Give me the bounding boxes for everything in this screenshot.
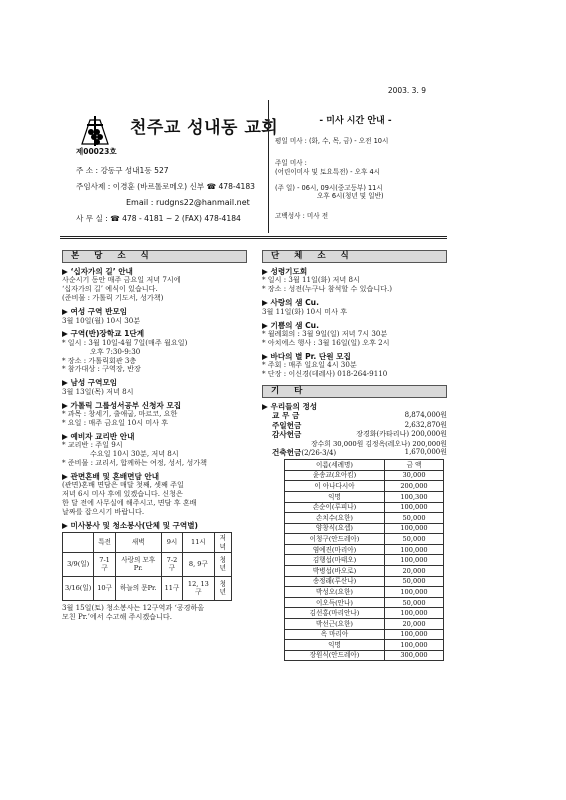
donor-amount: 100,000	[385, 640, 444, 651]
donor-amount: 100,300	[385, 491, 444, 502]
news-item-line: ‘십자가의 길’ 예식이 있습니다.	[62, 284, 158, 294]
service-cell: 10구	[94, 576, 115, 600]
news-item-line: * 과목 : 창세기, 출애굽, 마르코, 요한	[62, 409, 178, 419]
donor-row	[285, 566, 444, 577]
news-item-line: 3월 11일(화) 10시 미사 후	[262, 306, 348, 316]
donor-row	[285, 619, 444, 630]
donor-amount: 30,000	[385, 470, 444, 481]
news-item	[62, 378, 247, 396]
service-cell: 사랑의 모후Pr.	[115, 552, 161, 576]
priest-line: 주임사제 : 이경훈 (바르톨로메오) 신부 ☎ 478-4183	[76, 182, 256, 191]
news-item-line: * 참가대상 : 구역장, 반장	[62, 364, 141, 374]
news-item-line: 수요일 10시 30분, 저녁 8시	[90, 449, 179, 459]
donor-name: 박병섭(바오로)	[285, 566, 385, 577]
donor-row	[285, 597, 444, 608]
mass-title: - 미사 시간 안내 -	[319, 116, 392, 126]
donor-row	[285, 608, 444, 619]
news-item-heading: ▶ 남성 구역모임	[62, 378, 118, 388]
email-line: Email : rudgns22@hanmail.net	[126, 198, 250, 207]
news-item-heading: ▶ 성령기도회	[262, 267, 308, 276]
donor-row	[285, 576, 444, 587]
donor-row	[285, 534, 444, 545]
donor-amount: 200,000	[385, 481, 444, 492]
contact-info	[76, 166, 276, 230]
service-cell: 청년	[214, 552, 231, 576]
mass-sunday-1: (주 일) - 06시, 09시(중고등부) 11시	[275, 183, 383, 192]
mass-saturday: (어린이미사 및 토요특전) - 오후 4시	[275, 167, 381, 176]
news-item-line: * 준비물 : 교리서, 합께하는 여정, 성서, 성가책	[62, 458, 207, 468]
finance-heading: ▶ 우리들의 정성	[262, 401, 318, 411]
donor-name: 익명	[285, 491, 385, 502]
donor-name: 염예진(마리아)	[285, 544, 385, 555]
service-cell: 12, 13구	[183, 576, 214, 600]
money-value: 2,632,870원	[404, 420, 447, 429]
news-item-line: * 일시 : 3월 10일-4월 7일(매주 월요일)	[62, 337, 188, 347]
news-item-heading: ▶ 가톨릭 그룹성서공부 신청자 모집	[62, 400, 182, 410]
donor-name-header: 이름(세례명)	[285, 460, 385, 471]
donor-name: 익명	[285, 640, 385, 651]
donor-row	[285, 502, 444, 513]
donor-name: 양창식(요셉)	[285, 523, 385, 534]
money-label: 감사헌금	[272, 430, 302, 440]
news-item-line: 날짜를 잡으시기 바랍니다.	[62, 507, 145, 516]
news-item-heading: ▶ 기쁨의 샘 Cu.	[262, 320, 319, 330]
news-item-line: * 요일 : 매주 금요일 10시 미사 후	[62, 418, 169, 428]
donor-row	[285, 523, 444, 534]
money-row	[272, 430, 447, 439]
news-item-line: (관면)혼배 면담은 매달 첫째, 셋째 주일	[62, 480, 184, 490]
cleaning-note-line: 3월 15일(토) 청소봉사는 12구역과 ‘공경하올	[62, 602, 205, 612]
donor-table-body	[285, 470, 444, 661]
news-item	[262, 298, 447, 316]
service-cell: 8, 9구	[183, 552, 214, 576]
building-label: 건축헌금	[272, 448, 302, 458]
donor-name: 손순이(루피나)	[285, 502, 385, 513]
news-item-heading: ▶ 미사봉사 및 청소봉사(단체 및 구역별)	[62, 520, 199, 530]
donor-amount: 100,000	[385, 587, 444, 598]
donor-amount: 50,000	[385, 534, 444, 545]
bulletin-date: 2003. 3. 9	[387, 86, 426, 95]
building-donor-table	[284, 459, 444, 661]
news-item-heading: ▶ ‘십자가의 길’ 안내	[62, 267, 133, 276]
donor-amount-header: 금 액	[385, 460, 444, 471]
donor-amount: 100,000	[385, 629, 444, 640]
news-item	[262, 352, 447, 379]
news-item-line: 저녁 6시 미사 후에 있겠습니다. 신청은	[62, 489, 183, 499]
mass-schedule	[268, 100, 436, 233]
donor-amount: 20,000	[385, 566, 444, 577]
news-item-line: 사순시기 동안 매주 금요일 저녁 7시에	[62, 275, 181, 285]
parish-logo	[78, 114, 112, 148]
donor-name: 이오득(안나)	[285, 597, 385, 608]
donor-name: 옥 마리아	[285, 629, 385, 640]
finance-summary	[262, 411, 447, 458]
service-table-body	[63, 552, 232, 600]
service-cell: 11구	[161, 576, 182, 600]
donor-name: 박성오(요한)	[285, 587, 385, 598]
cleaning-note	[62, 604, 247, 622]
service-header-cell: 9시	[161, 533, 182, 552]
service-header-cell: 저녁	[214, 533, 231, 552]
news-item-heading: ▶ 구역(반)장학교 1단계	[62, 329, 145, 339]
donor-amount: 50,000	[385, 513, 444, 524]
donor-name: 이청구(안드레아)	[285, 534, 385, 545]
service-table	[62, 532, 232, 600]
mass-weekday: 평일 미사 : (화, 수, 목, 금) - 오전 10시	[275, 137, 389, 146]
news-item	[62, 401, 247, 428]
issue-number: 제00023호	[76, 147, 117, 156]
money-value: 8,874,000원	[404, 411, 447, 420]
header-divider	[60, 236, 447, 239]
news-item-line: * 월례회의 : 3월 9일(일) 저녁 7시 30분	[262, 329, 388, 339]
donor-name: 이 아나다시아	[285, 481, 385, 492]
money-row	[272, 421, 447, 430]
money-label: 교 무 금	[272, 411, 300, 421]
donor-row	[285, 470, 444, 481]
news-item-heading: ▶ 여성 구역 반모임	[62, 307, 128, 317]
news-item-line: * 장소 : 성전(누구나 참석할 수 있습니다.)	[262, 284, 393, 294]
confession-time: 고백성사 : 미사 전	[275, 212, 329, 221]
mass-sunday-label: 주일 미사 :	[275, 159, 307, 168]
news-item	[262, 267, 447, 294]
service-row	[63, 552, 232, 576]
news-item	[62, 472, 247, 517]
money-row	[272, 411, 447, 420]
donor-table-header	[285, 460, 444, 471]
news-item-heading: ▶ 바다의 별 Pr. 단원 모집	[262, 351, 351, 361]
office-line: 사 무 실 : ☎ 478 - 4181 ~ 2 (FAX) 478-4184	[76, 214, 241, 223]
news-item-line: 3월 13일(목) 저녁 8시	[62, 386, 134, 396]
service-header-cell: 11시	[183, 533, 214, 552]
building-row	[272, 448, 447, 458]
donor-name: 장원식(안드레아)	[285, 650, 385, 661]
news-item	[62, 307, 247, 325]
service-header-cell: 새벽	[115, 533, 161, 552]
donor-amount: 300,000	[385, 650, 444, 661]
donor-row	[285, 629, 444, 640]
donor-amount: 100,000	[385, 555, 444, 566]
donor-row	[285, 544, 444, 555]
news-item	[62, 521, 247, 530]
group-news-list	[262, 267, 447, 379]
cleaning-note-line: 모친 Pr.’에서 수고해 주시겠습니다.	[62, 611, 172, 621]
parish-news-column	[62, 250, 247, 622]
parish-news-heading: 본 당 소 식	[62, 250, 247, 263]
news-item-line: * 아치에스 행사 : 3월 16일(일) 오후 2시	[262, 337, 390, 347]
news-item-line: * 장소 : 가톨릭회관 3층	[62, 355, 137, 365]
donor-row	[285, 587, 444, 598]
donor-amount: 50,000	[385, 597, 444, 608]
address-line: 주 소 : 강동구 성내1동 527	[76, 166, 169, 175]
news-item	[62, 267, 247, 303]
news-item-line: * 교리반 : 주일 9시	[62, 440, 123, 450]
thanks-line: 장수희 30,000원 김정옥(레오나) 200,000원	[311, 439, 447, 448]
service-cell: 청년	[214, 576, 231, 600]
donor-amount: 100,000	[385, 544, 444, 555]
news-item-line: * 주회 : 매주 일요일 4시 30분	[262, 360, 357, 370]
service-cell: 3/16(일)	[63, 576, 94, 600]
group-news-column	[262, 250, 447, 661]
mass-sunday-2: 오후 6시(청년 및 일반)	[317, 192, 384, 201]
donor-row	[285, 491, 444, 502]
news-item	[262, 321, 447, 348]
news-item-line: (준비물 : 가톨릭 기도서, 성가책)	[62, 293, 164, 303]
donor-name: 손치수(요한)	[285, 513, 385, 524]
donor-name: 김선홍(마리안나)	[285, 608, 385, 619]
service-header-cell	[63, 533, 94, 552]
donor-amount: 100,000	[385, 523, 444, 534]
news-item-heading: ▶ 관면혼배 및 혼배면담 안내	[62, 471, 160, 481]
donor-row	[285, 481, 444, 492]
news-item-heading: ▶ 사랑의 샘 Cu.	[262, 298, 319, 308]
building-period: (2/26-3/4)	[301, 449, 337, 458]
service-header-cell: 특전	[94, 533, 115, 552]
service-cell: 7-1구	[94, 552, 115, 576]
news-item-line: 3월 10일(월) 10시 30분	[62, 315, 141, 325]
service-row	[63, 576, 232, 600]
news-item-line: 오후 7:30-9:30	[90, 346, 141, 356]
page-title: 천주교 성내동 교회	[130, 118, 279, 138]
grape-cross-icon	[78, 114, 112, 148]
service-cell: 하늘의 문Pr.	[115, 576, 161, 600]
donor-row	[285, 650, 444, 661]
news-item-line: 한 달 전에 사무실에 해주시고, 면담 후 혼배	[62, 498, 197, 508]
service-cell: 7-2구	[161, 552, 182, 576]
news-item	[62, 329, 247, 374]
money-label: 주일헌금	[272, 420, 302, 430]
parish-news-list	[62, 267, 247, 530]
donor-row	[285, 513, 444, 524]
donor-amount: 100,000	[385, 502, 444, 513]
news-item-line: * 단장 : 이신경(데레사) 018-264-9110	[262, 369, 388, 379]
service-cell: 3/9(일)	[63, 552, 94, 576]
news-item-line: * 일시 : 3월 11일(화) 저녁 8시	[262, 275, 360, 285]
group-news-heading: 단 체 소 식	[262, 250, 447, 263]
donor-name: 윤송교(요아킴)	[285, 470, 385, 481]
donor-row	[285, 555, 444, 566]
donor-amount: 100,000	[385, 608, 444, 619]
service-table-header	[63, 533, 232, 552]
donor-name: 송정래(루산나)	[285, 576, 385, 587]
etc-heading: 기 타	[262, 385, 447, 398]
money-value: 장경화(카타리나) 200,000원	[356, 430, 447, 439]
news-item	[62, 432, 247, 468]
donor-amount: 50,000	[385, 576, 444, 587]
donor-name: 박선근(요한)	[285, 619, 385, 630]
news-item-heading: ▶ 예비자 교리반 안내	[62, 431, 135, 441]
donor-amount: 20,000	[385, 619, 444, 630]
building-value: 1,670,000원	[404, 448, 447, 457]
donor-row	[285, 640, 444, 651]
donor-name: 김행섭(마태오)	[285, 555, 385, 566]
